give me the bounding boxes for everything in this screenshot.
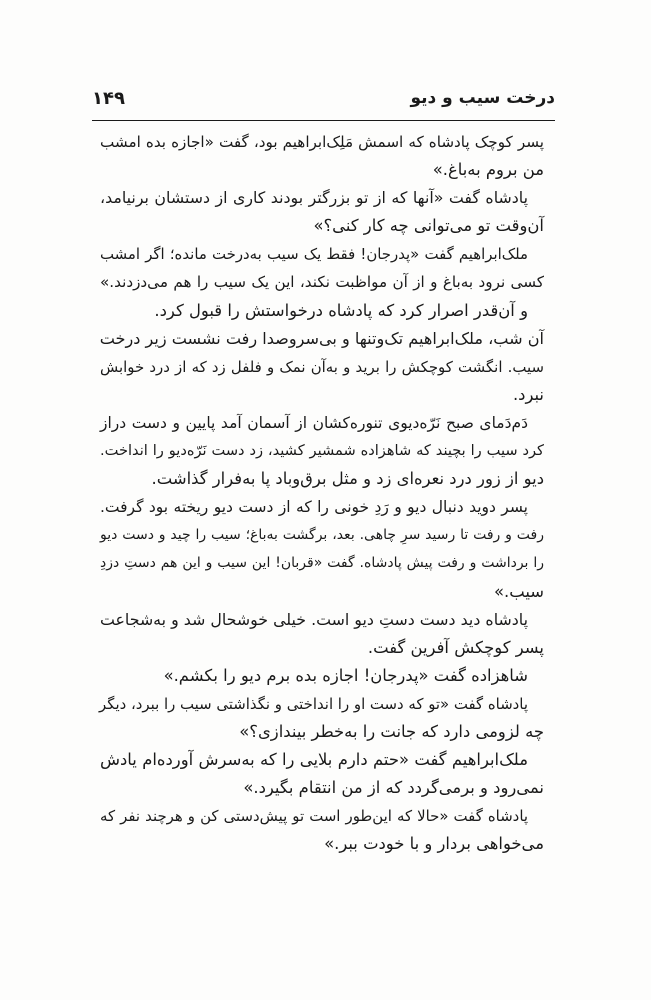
text-line: چه لزومی دارد که جانت را به‌خطر بیندازی؟» <box>239 721 544 741</box>
text-line: پسر کوچکش آفرین گفت. <box>367 637 544 657</box>
text-line: کسی نرود به‌باغ و از آن مواظبت نکند، این یک سیب را هم می‌دزدند.» <box>100 273 544 292</box>
text-line: نمی‌رود و برمی‌گردد که از من انتقام بگیرد.» <box>243 778 544 798</box>
text-line: ملک‌ابراهیم گفت «پدرجان! فقط یک سیب به‌درخت مانده؛ اگر امشب <box>100 245 528 264</box>
text-line: شاهزاده گفت «پدرجان! اجازه بده برم دیو را بکشم.» <box>163 665 528 685</box>
text-line: نبرد. <box>512 384 544 404</box>
text-line: سیب. انگشت کوچکش را برید و به‌آن نمک و فلفل زد که از درد خوابش <box>100 357 544 376</box>
text-line: پادشاه دید دست دستِ دیو است. خیلی خوشحال شد و به‌شجاعت <box>100 609 528 629</box>
story-text <box>100 128 544 858</box>
text-line: کرد سیب را بچیند که شاهزاده شمشیر کشید، زد دست نَرّه‌دیو را انداخت. <box>100 442 544 460</box>
running-title: درخت سیب و دیو <box>410 88 555 108</box>
page-header <box>92 86 555 116</box>
text-line: دَم‌دَمای صبح نَرّه‌دیوی تنوره‌کشان از آسمان آمد پایین و دست دراز <box>100 413 528 432</box>
text-line: پسر دوید دنبال دیو و رَدِ خونی را که از دست دیو ریخته بود گرفت. <box>100 498 528 517</box>
text-line: می‌خواهی بردار و با خودت ببر.» <box>324 834 544 854</box>
text-line: آن شب، ملک‌ابراهیم تک‌وتنها و بی‌سروصدا رفت نشست زیر درخت <box>99 328 544 348</box>
text-line: را برداشت و رفت پیش پادشاه. گفت «قربان! این سیب و این هم دستِ دزدِ <box>100 555 544 572</box>
text-line: پادشاه گفت «آنها که از تو بزرگتر بودند کاری از دستشان برنیامد، <box>100 188 528 208</box>
text-line: آن‌وقت تو می‌توانی چه کار کنی؟» <box>313 216 544 236</box>
text-line: ملک‌ابراهیم گفت «حتم دارم بلایی را که به‌سرش آورده‌ام یادش <box>100 750 528 770</box>
text-line: دیو از زور درد نعره‌ای زد و مثل برق‌وباد پا به‌فرار گذاشت. <box>151 469 544 489</box>
text-line: رفت و رفت تا رسید سرِ چاهی. بعد، برگشت به‌باغ؛ سیب را چید و دست دیو <box>100 527 544 544</box>
text-line: سیب.» <box>493 581 544 601</box>
text-line: پادشاه گفت «حالا که این‌طور است تو پیش‌دستی کن و هرچند نفر که <box>100 807 528 826</box>
text-line: و آن‌قدر اصرار کرد که پادشاه درخواستش را قبول کرد. <box>154 300 528 320</box>
header-rule <box>92 120 555 121</box>
text-line: پسر کوچک پادشاه که اسمش مَلِک‌ابراهیم بود، گفت «اجازه بده امشب <box>100 133 544 151</box>
page-number: ۱۴۹ <box>92 88 125 109</box>
text-line: پادشاه گفت «تو که دست او را انداختی و نگذاشتی سیب را ببرد، دیگر <box>99 694 528 713</box>
text-line: من بروم به‌باغ.» <box>432 160 544 180</box>
